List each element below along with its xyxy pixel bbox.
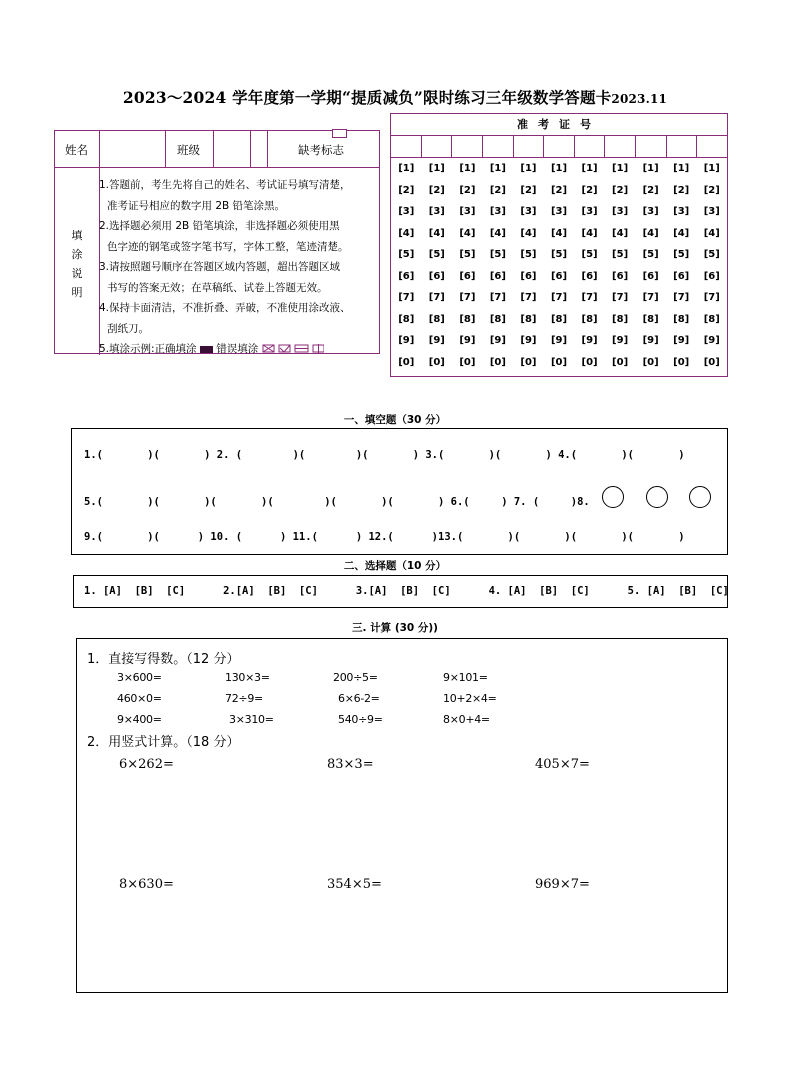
oral-item[interactable]: 200÷5= [333, 671, 378, 684]
class-label: 班级 [177, 143, 200, 157]
digit-bubble[interactable]: [5] [642, 249, 659, 260]
divider [213, 131, 214, 167]
digit-write-cell[interactable] [391, 136, 422, 157]
class-field[interactable] [215, 133, 249, 165]
exam-number-row [391, 266, 727, 288]
name-field[interactable] [101, 133, 163, 165]
digit-bubble[interactable]: [2] [612, 184, 629, 196]
digit-bubble[interactable]: [9] [398, 335, 415, 346]
digit-bubble[interactable]: [0] [459, 356, 476, 368]
oral-item[interactable]: 8×0+4= [443, 713, 490, 726]
digit-bubble[interactable]: [5] [398, 249, 415, 260]
oral-item[interactable]: 6×6-2= [338, 692, 380, 705]
digit-bubble[interactable]: [1] [459, 163, 476, 174]
digit-bubble[interactable]: [0] [428, 356, 445, 368]
filled-mark-icon [200, 346, 213, 353]
digit-bubble[interactable]: [9] [673, 335, 690, 346]
digit-bubble[interactable]: [4] [581, 227, 598, 239]
digit-bubble[interactable]: [8] [428, 313, 445, 325]
exam-number-row [391, 309, 727, 331]
digit-bubble[interactable]: [9] [703, 335, 720, 346]
digit-bubble[interactable]: [5] [703, 249, 720, 260]
digit-bubble[interactable]: [0] [642, 356, 659, 368]
q1-title: 1．直接写得数。（12 分） [87, 652, 240, 667]
digit-bubble[interactable]: [9] [428, 335, 445, 346]
digit-bubble[interactable]: [5] [581, 249, 598, 260]
digit-bubble[interactable]: [5] [520, 249, 537, 260]
digit-write-cell[interactable] [575, 136, 606, 157]
digit-bubble[interactable]: [2] [550, 184, 568, 196]
page-title [0, 86, 790, 108]
compare-circle[interactable] [602, 486, 624, 508]
digit-bubble[interactable]: [8] [581, 313, 598, 325]
fill-answer-box [71, 428, 728, 555]
digit-bubble[interactable]: [6] [428, 270, 445, 282]
digit-bubble[interactable]: [2] [398, 184, 415, 196]
digit-bubble[interactable]: [4] [398, 227, 415, 239]
digit-bubble[interactable]: [7] [489, 292, 506, 303]
vertical-calc-item[interactable]: 8×630= [119, 877, 174, 892]
digit-bubble[interactable]: [0] [398, 356, 415, 368]
digit-write-cell[interactable] [636, 136, 667, 157]
digit-bubble[interactable]: [0] [703, 356, 720, 368]
digit-bubble[interactable]: [9] [612, 335, 629, 346]
digit-bubble[interactable]: [9] [581, 335, 598, 346]
digit-bubble[interactable]: [1] [642, 163, 659, 174]
digit-bubble[interactable]: [4] [489, 227, 506, 239]
digit-bubble[interactable]: [1] [398, 163, 415, 174]
digit-bubble[interactable]: [6] [703, 270, 720, 282]
oral-item[interactable]: 3×310= [229, 713, 274, 726]
digit-bubble[interactable]: [4] [520, 227, 537, 239]
oral-item[interactable]: 9×101= [443, 671, 488, 684]
digit-bubble[interactable]: [9] [550, 335, 568, 346]
digit-write-cell[interactable] [483, 136, 514, 157]
digit-bubble[interactable]: [6] [459, 270, 476, 282]
digit-write-cell[interactable] [605, 136, 636, 157]
section-fill-heading: 一、填空题（30 分） [343, 414, 447, 426]
wrong-marks-icon [262, 344, 324, 354]
digit-bubble[interactable]: [0] [550, 356, 568, 368]
exam-number-row [391, 330, 727, 352]
oral-item[interactable]: 130×3= [225, 671, 270, 684]
exam-number-bubbles [391, 158, 727, 373]
digit-bubble[interactable]: [8] [612, 313, 629, 325]
digit-bubble[interactable]: [0] [520, 356, 537, 368]
divider [165, 131, 166, 167]
exam-number-header: 准考证号 [391, 114, 727, 136]
digit-bubble[interactable]: [3] [398, 206, 415, 217]
digit-bubble[interactable]: [7] [398, 292, 415, 303]
fill-row-3[interactable]: 9.( )( ) 10. ( ) 11.( ) 12.( )13.( )( )( )( ) [84, 531, 685, 543]
digit-bubble[interactable]: [4] [550, 227, 568, 239]
title-date: 2023.11 [611, 92, 668, 106]
digit-bubble[interactable]: [5] [428, 249, 445, 260]
digit-bubble[interactable]: [2] [428, 184, 445, 196]
digit-bubble[interactable]: [8] [642, 313, 659, 325]
digit-bubble[interactable]: [8] [520, 313, 537, 325]
divider [250, 131, 251, 167]
digit-bubble[interactable]: [7] [550, 292, 568, 303]
digit-bubble[interactable]: [8] [703, 313, 720, 325]
digit-bubble[interactable]: [3] [459, 206, 476, 217]
digit-bubble[interactable]: [7] [703, 292, 720, 303]
digit-bubble[interactable]: [5] [489, 249, 506, 260]
digit-bubble[interactable]: [5] [459, 249, 476, 260]
digit-bubble[interactable]: [7] [520, 292, 537, 303]
digit-write-cell[interactable] [697, 136, 727, 157]
digit-bubble[interactable]: [3] [612, 206, 629, 217]
digit-bubble[interactable]: [6] [550, 270, 568, 282]
digit-bubble[interactable]: [3] [489, 206, 506, 217]
digit-write-cell[interactable] [514, 136, 545, 157]
digit-bubble[interactable]: [2] [489, 184, 506, 196]
vertical-calc-item[interactable]: 354×5= [327, 877, 382, 892]
section-calc-heading: 三. 计算 (30 分)) [352, 622, 438, 634]
exam-number-row [391, 223, 727, 245]
digit-bubble[interactable]: [9] [459, 335, 476, 346]
choice-row[interactable]: 1. [A] [B] [C] 2.[A] [B] [C] 3.[A] [B] [C] 4. [A] [B] [C] 5. [A] [B] [C] [84, 585, 729, 597]
digit-bubble[interactable]: [0] [673, 356, 690, 368]
digit-bubble[interactable]: [6] [520, 270, 537, 282]
digit-bubble[interactable]: [3] [520, 206, 537, 217]
digit-bubble[interactable]: [3] [703, 206, 720, 217]
vertical-calc-item[interactable]: 969×7= [535, 877, 590, 892]
digit-bubble[interactable]: [6] [612, 270, 629, 282]
digit-write-cell[interactable] [452, 136, 483, 157]
digit-bubble[interactable]: [2] [459, 184, 476, 196]
digit-bubble[interactable]: [7] [673, 292, 690, 303]
digit-bubble[interactable]: [3] [673, 206, 690, 217]
digit-bubble[interactable]: [1] [703, 163, 720, 174]
digit-write-cell[interactable] [544, 136, 575, 157]
compare-circle[interactable] [689, 486, 711, 508]
divider [55, 167, 379, 168]
exam-number-row [391, 180, 727, 202]
oral-item[interactable]: 72÷9= [225, 692, 263, 705]
digit-bubble[interactable]: [6] [642, 270, 659, 282]
exam-number-row [391, 201, 727, 223]
digit-bubble[interactable]: [4] [428, 227, 445, 239]
digit-bubble[interactable]: [8] [550, 313, 568, 325]
digit-bubble[interactable]: [3] [428, 206, 445, 217]
digit-bubble[interactable]: [5] [673, 249, 690, 260]
oral-item[interactable]: 540÷9= [338, 713, 383, 726]
digit-bubble[interactable]: [8] [673, 313, 690, 325]
instructions-text: 1.答题前，考生先将自己的姓名、考试证号填写清楚， 准考证号相应的数字用 2B 铅笔涂黑。 2.选择题必须用 2B 铅笔填涂，非选择题必须使用黑 色字迹的钢笔或签字笔书写，字体工整，笔迹清楚。 3.请按照题号顺序在答题区域内答题，超出答题区域 书写的答案无效；在草稿纸、试卷上答题无效。 4.保持卡面清洁，不准折叠、弄破，不准使用涂改液、 刮纸刀。 5.填涂示例:正确填涂 错误填涂 [99, 179, 351, 355]
digit-bubble[interactable]: [2] [581, 184, 598, 196]
digit-bubble[interactable]: [5] [612, 249, 629, 260]
digit-bubble[interactable]: [7] [581, 292, 598, 303]
digit-bubble[interactable]: [6] [673, 270, 690, 282]
oral-item[interactable]: 9×400= [117, 713, 162, 726]
digit-bubble[interactable]: [1] [520, 163, 537, 174]
digit-bubble[interactable]: [4] [673, 227, 690, 239]
fill-row-2[interactable]: 5.( )( )( )( )( )( ) 6.( ) 7. ( )8. [84, 496, 590, 508]
digit-bubble[interactable]: [4] [642, 227, 659, 239]
absent-mark-box[interactable] [332, 129, 347, 138]
q2-title: 2．用竖式计算。（18 分） [87, 735, 240, 750]
digit-bubble[interactable]: [1] [428, 163, 445, 174]
exam-number-row [391, 244, 727, 266]
digit-bubble[interactable]: [4] [459, 227, 476, 239]
vertical-calc-item[interactable]: 405×7= [535, 757, 590, 772]
vertical-calc-item[interactable]: 6×262= [119, 757, 174, 772]
digit-bubble[interactable]: [9] [520, 335, 537, 346]
vertical-calc-item[interactable]: 83×3= [327, 757, 374, 772]
digit-bubble[interactable]: [7] [612, 292, 629, 303]
oral-item[interactable]: 460×0= [117, 692, 162, 705]
digit-bubble[interactable]: [1] [550, 163, 568, 174]
digit-bubble[interactable]: [1] [489, 163, 506, 174]
example-wrong-label: 错误填涂 [216, 343, 259, 355]
digit-bubble[interactable]: [8] [398, 313, 415, 325]
oral-item[interactable]: 10+2×4= [443, 692, 497, 705]
exam-number-row [391, 158, 727, 180]
absent-label: 缺考标志 [298, 143, 344, 157]
digit-bubble[interactable]: [7] [642, 292, 659, 303]
exam-number-row [391, 287, 727, 309]
digit-bubble[interactable]: [2] [703, 184, 720, 196]
oral-item[interactable]: 3×600= [117, 671, 162, 684]
digit-bubble[interactable]: [8] [459, 313, 476, 325]
digit-bubble[interactable]: [3] [581, 206, 598, 217]
title-main: 2023～2024 学年度第一学期“提质减负”限时练习三年级数学答题卡 [122, 88, 612, 107]
section-choice-heading: 二、选择题（10 分） [343, 560, 447, 572]
digit-bubble[interactable]: [9] [489, 335, 506, 346]
digit-bubble[interactable]: [8] [489, 313, 506, 325]
digit-bubble[interactable]: [4] [703, 227, 720, 239]
digit-bubble[interactable]: [5] [550, 249, 568, 260]
name-label: 姓名 [65, 143, 88, 157]
digit-bubble[interactable]: [6] [489, 270, 506, 282]
digit-bubble[interactable]: [0] [612, 356, 629, 368]
exam-number-write-row [391, 136, 727, 158]
divider [267, 131, 268, 167]
digit-bubble[interactable]: [9] [642, 335, 659, 346]
compare-circle[interactable] [646, 486, 668, 508]
digit-bubble[interactable]: [1] [581, 163, 598, 174]
exam-number-row [391, 352, 727, 374]
example-correct-label: 5.填涂示例:正确填涂 [99, 343, 197, 355]
info-box [54, 130, 380, 354]
digit-bubble[interactable]: [2] [673, 184, 690, 196]
digit-bubble[interactable]: [1] [612, 163, 629, 174]
digit-bubble[interactable]: [7] [459, 292, 476, 303]
calc-answer-box [76, 638, 728, 993]
fill-row-1[interactable]: 1.( )( ) 2. ( )( )( ) 3.( )( ) 4.( )( ) [84, 449, 685, 461]
instructions-vertical-label: 填 涂 说 明 [71, 229, 83, 299]
choice-answer-box [73, 575, 728, 608]
digit-bubble[interactable]: [6] [581, 270, 598, 282]
exam-number-grid [390, 113, 728, 377]
digit-write-cell[interactable] [422, 136, 453, 157]
digit-bubble[interactable]: [3] [550, 206, 568, 217]
digit-bubble[interactable]: [0] [489, 356, 506, 368]
digit-bubble[interactable]: [1] [673, 163, 690, 174]
digit-bubble[interactable]: [0] [581, 356, 598, 368]
digit-bubble[interactable]: [6] [398, 270, 415, 282]
digit-bubble[interactable]: [7] [428, 292, 445, 303]
digit-bubble[interactable]: [2] [520, 184, 537, 196]
digit-bubble[interactable]: [3] [642, 206, 659, 217]
digit-bubble[interactable]: [4] [612, 227, 629, 239]
digit-write-cell[interactable] [667, 136, 698, 157]
digit-bubble[interactable]: [2] [642, 184, 659, 196]
